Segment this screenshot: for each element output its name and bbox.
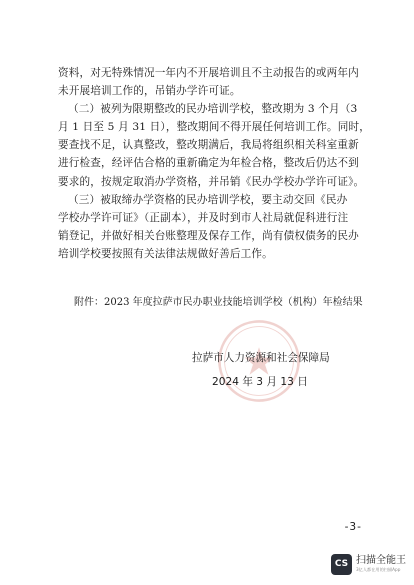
scanner-watermark	[331, 552, 406, 576]
attachment-note: 附件：2023 年度拉萨市民办职业技能培训学校（机构）年检结果	[74, 297, 363, 308]
page-number: -3-	[344, 521, 362, 533]
signature-date: 2024 年 3 月 13 日	[212, 376, 308, 388]
body-line: 月 1 日至 5 月 31 日），整改期间不得开展任何培训工作。同时，	[58, 121, 370, 134]
body-line: （二）被列为限期整改的民办培训学校，整改期为 3 个月（3	[68, 103, 358, 116]
body-line: 未开展培训工作的，吊销办学许可证。	[58, 85, 241, 98]
body-line: 学校办学许可证》（正副本），并及时到市人社局就促科进行注	[58, 211, 349, 224]
watermark-title: 扫描全能王	[356, 555, 406, 566]
body-line: 资料，对无特殊情况一年内不开展培训且不主动报告的或两年内	[58, 67, 359, 79]
camscanner-logo-icon: CS	[331, 554, 352, 575]
body-line: 销登记，并做好相关台账整理及保存工作，尚有债权债务的民办	[58, 229, 359, 242]
signature-organization: 拉萨市人力资源和社会保障局	[192, 352, 330, 364]
body-line: 培训学校要按照有关法律法规做好善后工作。	[58, 247, 273, 260]
body-line: 要查找不足，认真整改，整改期满后，我局将组织相关科室重新	[58, 139, 359, 152]
body-line: （三）被取缔办学资格的民办培训学校，要主动交回《民办	[68, 193, 348, 206]
body-text	[58, 64, 370, 263]
body-line: 进行检查，经评估合格的重新确定为年检合格，整改后仍达不到	[58, 157, 359, 170]
watermark-subtitle: 3亿人都在用的扫描App	[356, 567, 401, 572]
watermark-text	[356, 555, 406, 573]
body-line: 要求的，按规定取消办学资格，并吊销《民办学校办学许可证》。	[58, 175, 365, 188]
